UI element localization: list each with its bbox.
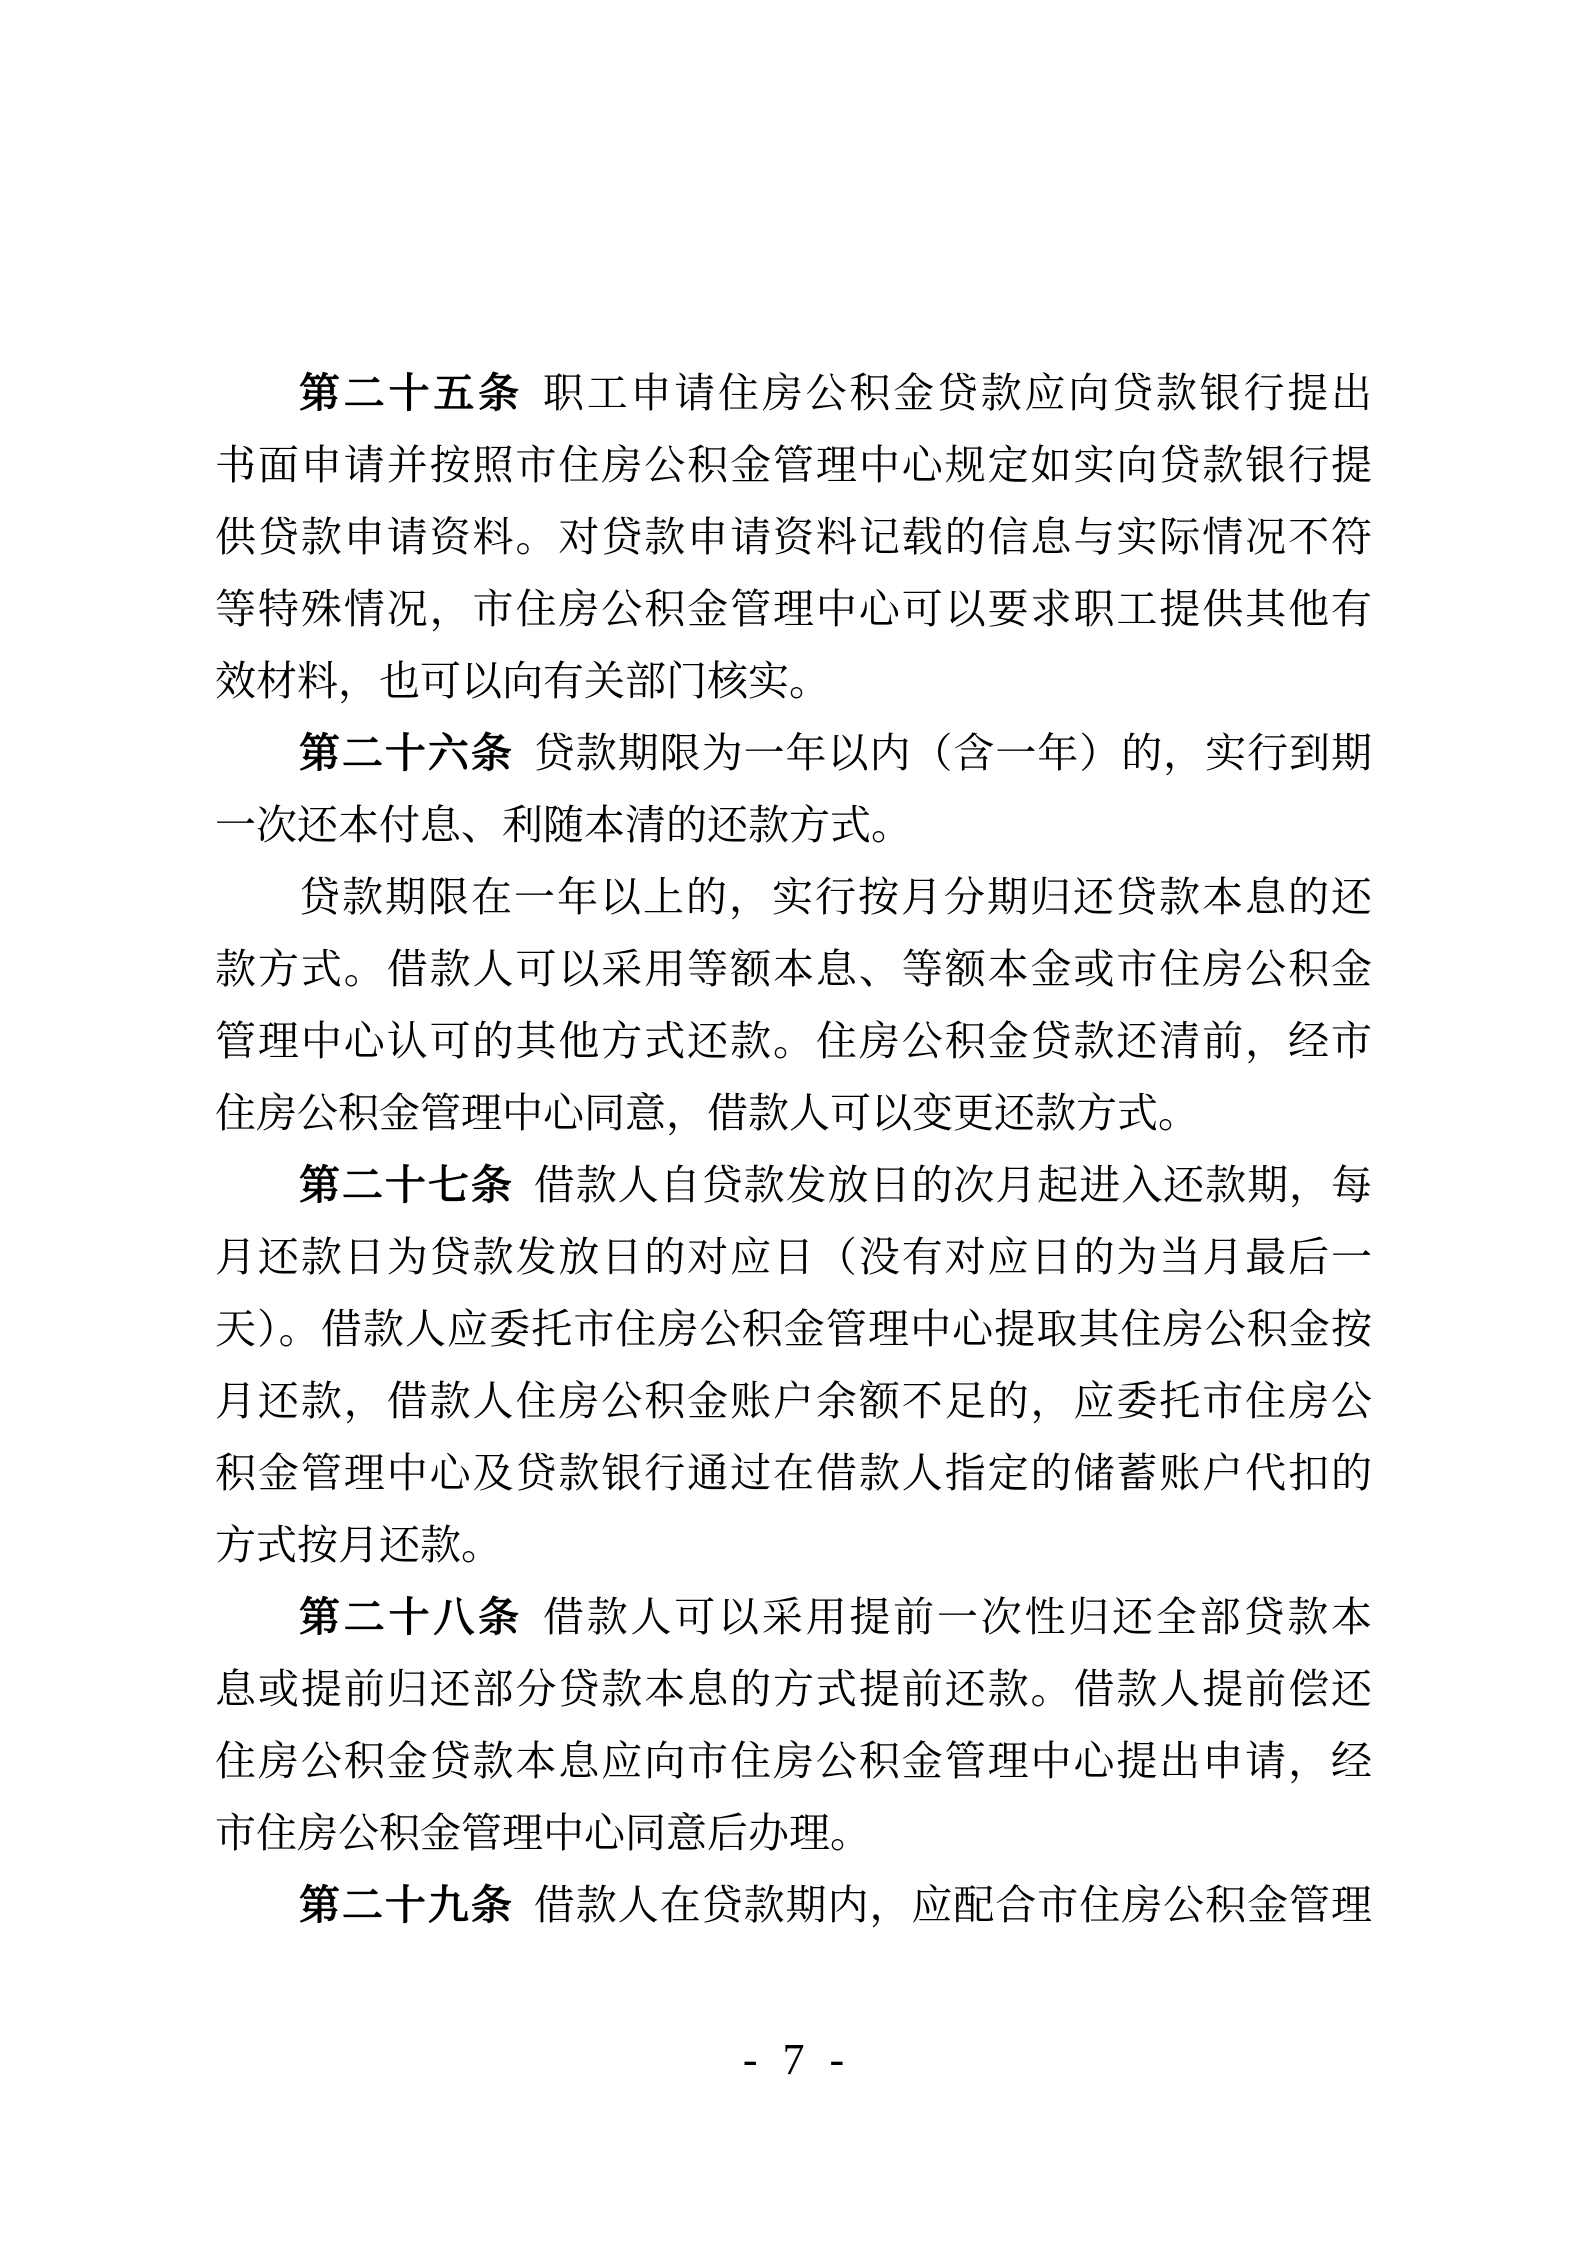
text-line	[215, 1869, 1372, 1941]
text-line	[215, 573, 1372, 645]
article-number: 第二十五条	[299, 370, 523, 416]
line-text: 月还款，借款人住房公积金账户余额不足的，应委托市住房公	[215, 1378, 1372, 1424]
text-line	[215, 1437, 1372, 1509]
text-line	[215, 789, 1372, 861]
line-text: 效材料，也可以向有关部门核实。	[215, 658, 830, 704]
line-text: 借款人在贷款期内，应配合市住房公积金管理	[533, 1882, 1373, 1928]
line-text: 书面申请并按照市住房公积金管理中心规定如实向贷款银行提	[215, 442, 1372, 488]
text-line	[215, 1365, 1372, 1437]
text-line	[215, 1581, 1372, 1653]
text-line	[215, 1725, 1372, 1797]
line-text: 供贷款申请资料。对贷款申请资料记载的信息与实际情况不符	[215, 514, 1372, 560]
text-line	[215, 1653, 1372, 1725]
text-line	[215, 357, 1372, 429]
line-text: 职工申请住房公积金贷款应向贷款银行提出	[542, 370, 1373, 416]
page-number: - 7 -	[742, 2035, 845, 2084]
line-text: 一次还本付息、利随本清的还款方式。	[215, 802, 912, 848]
document-body	[215, 357, 1372, 1941]
article-number: 第二十七条	[299, 1162, 514, 1208]
line-text: 贷款期限在一年以上的，实行按月分期归还贷款本息的还	[299, 874, 1372, 920]
text-line	[215, 1077, 1372, 1149]
line-text: 月还款日为贷款发放日的对应日（没有对应日的为当月最后一	[215, 1234, 1372, 1280]
text-line	[215, 717, 1372, 789]
line-text: 息或提前归还部分贷款本息的方式提前还款。借款人提前偿还	[215, 1666, 1372, 1712]
line-text: 方式按月还款。	[215, 1522, 502, 1568]
line-text: 等特殊情况，市住房公积金管理中心可以要求职工提供其他有	[215, 586, 1372, 632]
text-line	[215, 861, 1372, 933]
text-line	[215, 501, 1372, 573]
article-number: 第二十九条	[299, 1882, 514, 1928]
text-line	[215, 1797, 1372, 1869]
text-line	[215, 1221, 1372, 1293]
text-line	[215, 1149, 1372, 1221]
text-line	[215, 1005, 1372, 1077]
text-line	[215, 1293, 1372, 1365]
line-text: 借款人可以采用提前一次性归还全部贷款本	[542, 1594, 1373, 1640]
text-line	[215, 429, 1372, 501]
line-text: 借款人自贷款发放日的次月起进入还款期，每	[533, 1162, 1373, 1208]
text-line	[215, 645, 1372, 717]
article-number: 第二十八条	[299, 1594, 523, 1640]
line-text: 贷款期限为一年以内（含一年）的，实行到期	[533, 730, 1373, 776]
line-text: 积金管理中心及贷款银行通过在借款人指定的储蓄账户代扣的	[215, 1450, 1372, 1496]
line-text: 住房公积金贷款本息应向市住房公积金管理中心提出申请，经	[215, 1738, 1372, 1784]
line-text: 款方式。借款人可以采用等额本息、等额本金或市住房公积金	[215, 946, 1372, 992]
article-number: 第二十六条	[299, 730, 514, 776]
line-text: 天）。借款人应委托市住房公积金管理中心提取其住房公积金按	[215, 1306, 1372, 1352]
line-text: 住房公积金管理中心同意，借款人可以变更还款方式。	[215, 1090, 1199, 1136]
page-footer	[0, 2030, 1587, 2090]
line-text: 管理中心认可的其他方式还款。住房公积金贷款还清前，经市	[215, 1018, 1372, 1064]
text-line	[215, 933, 1372, 1005]
line-text: 市住房公积金管理中心同意后办理。	[215, 1810, 871, 1856]
text-line	[215, 1509, 1372, 1581]
